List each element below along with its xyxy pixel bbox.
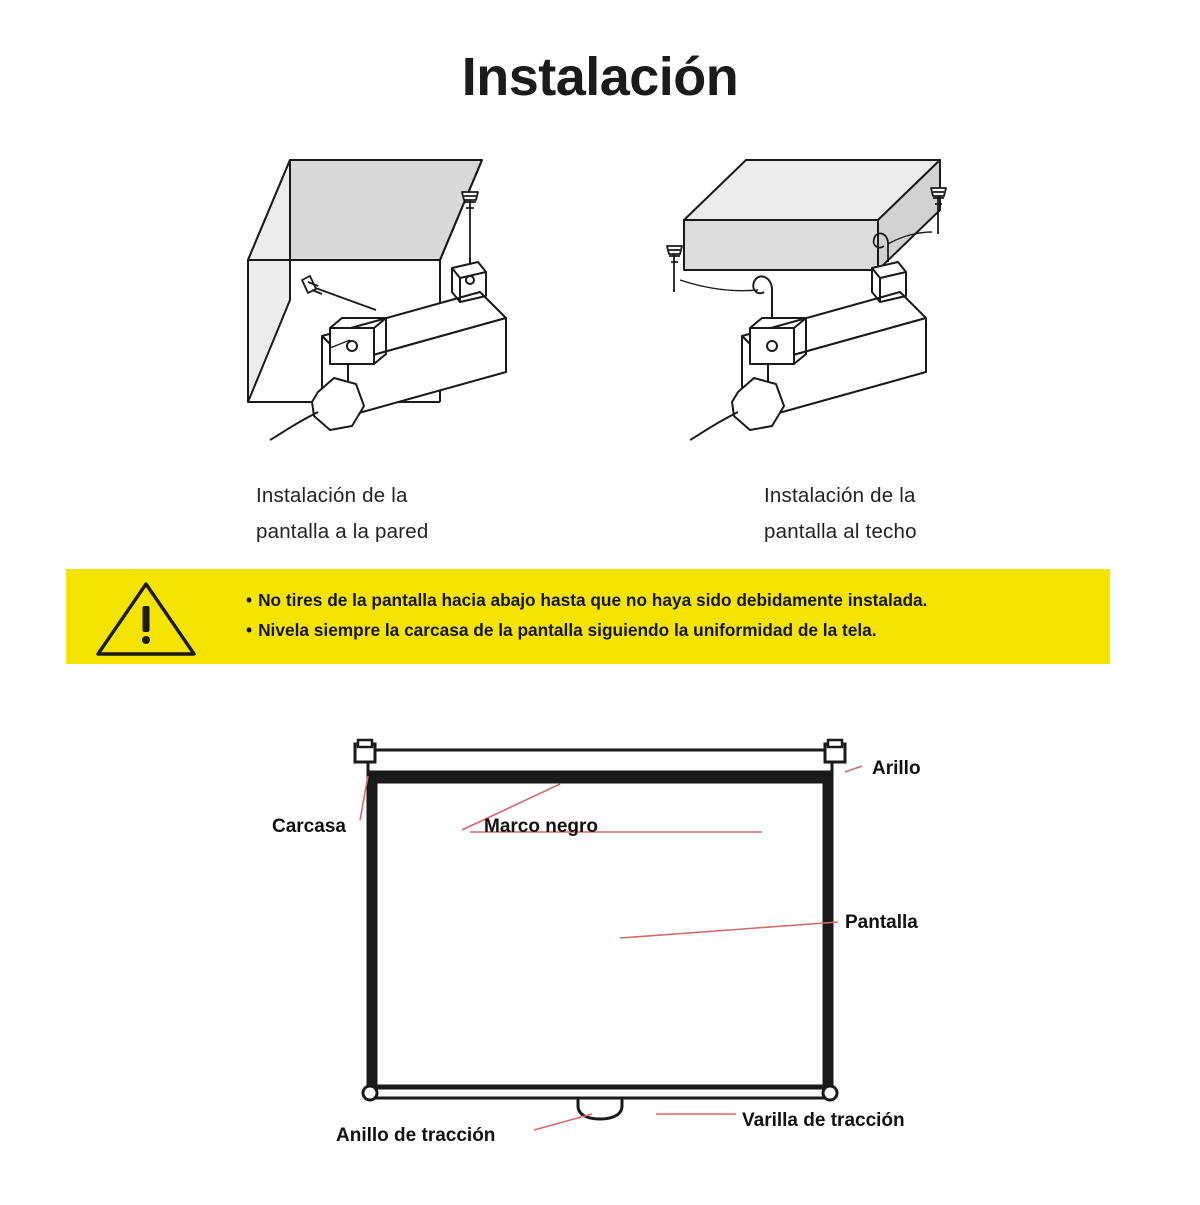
label-varilla-de-traccion: Varilla de tracción [742, 1110, 905, 1131]
ceiling-caption-line-1: Instalación de la [764, 484, 916, 507]
ceiling-caption-line-2: pantalla al techo [764, 520, 917, 543]
ceiling-installation-caption [764, 478, 1024, 550]
warning-triangle-icon [94, 578, 198, 658]
warning-item-1 [246, 585, 1086, 615]
wall-installation-illustration [230, 140, 550, 475]
label-arillo: Arillo [872, 758, 921, 779]
warning-item-2 [246, 615, 1086, 645]
warning-text-2: Nivela siempre la carcasa de la pantalla siguiendo la uniformidad de la tela. [258, 620, 877, 640]
wall-installation-caption [256, 478, 516, 550]
warning-banner [66, 569, 1110, 664]
ceiling-installation-illustration [650, 140, 1010, 475]
housing-bar [355, 740, 845, 772]
projector-screen-diagram [0, 700, 1200, 1200]
label-pantalla: Pantalla [845, 912, 918, 933]
wall-caption-line-2: pantalla a la pared [256, 520, 429, 543]
label-anillo-de-traccion: Anillo de tracción [336, 1125, 496, 1146]
warning-text-1: No tires de la pantalla hacia abajo hasta que no haya sido debidamente instalada. [258, 590, 928, 610]
warning-list [246, 585, 1086, 645]
label-marco-negro: Marco negro [484, 816, 599, 837]
warning-bullet-2: • [246, 620, 253, 640]
wall-caption-line-1: Instalación de la [256, 484, 408, 507]
warning-bullet-1: • [246, 590, 253, 610]
label-carcasa: Carcasa [272, 816, 346, 837]
page-title: Instalación [461, 47, 739, 107]
